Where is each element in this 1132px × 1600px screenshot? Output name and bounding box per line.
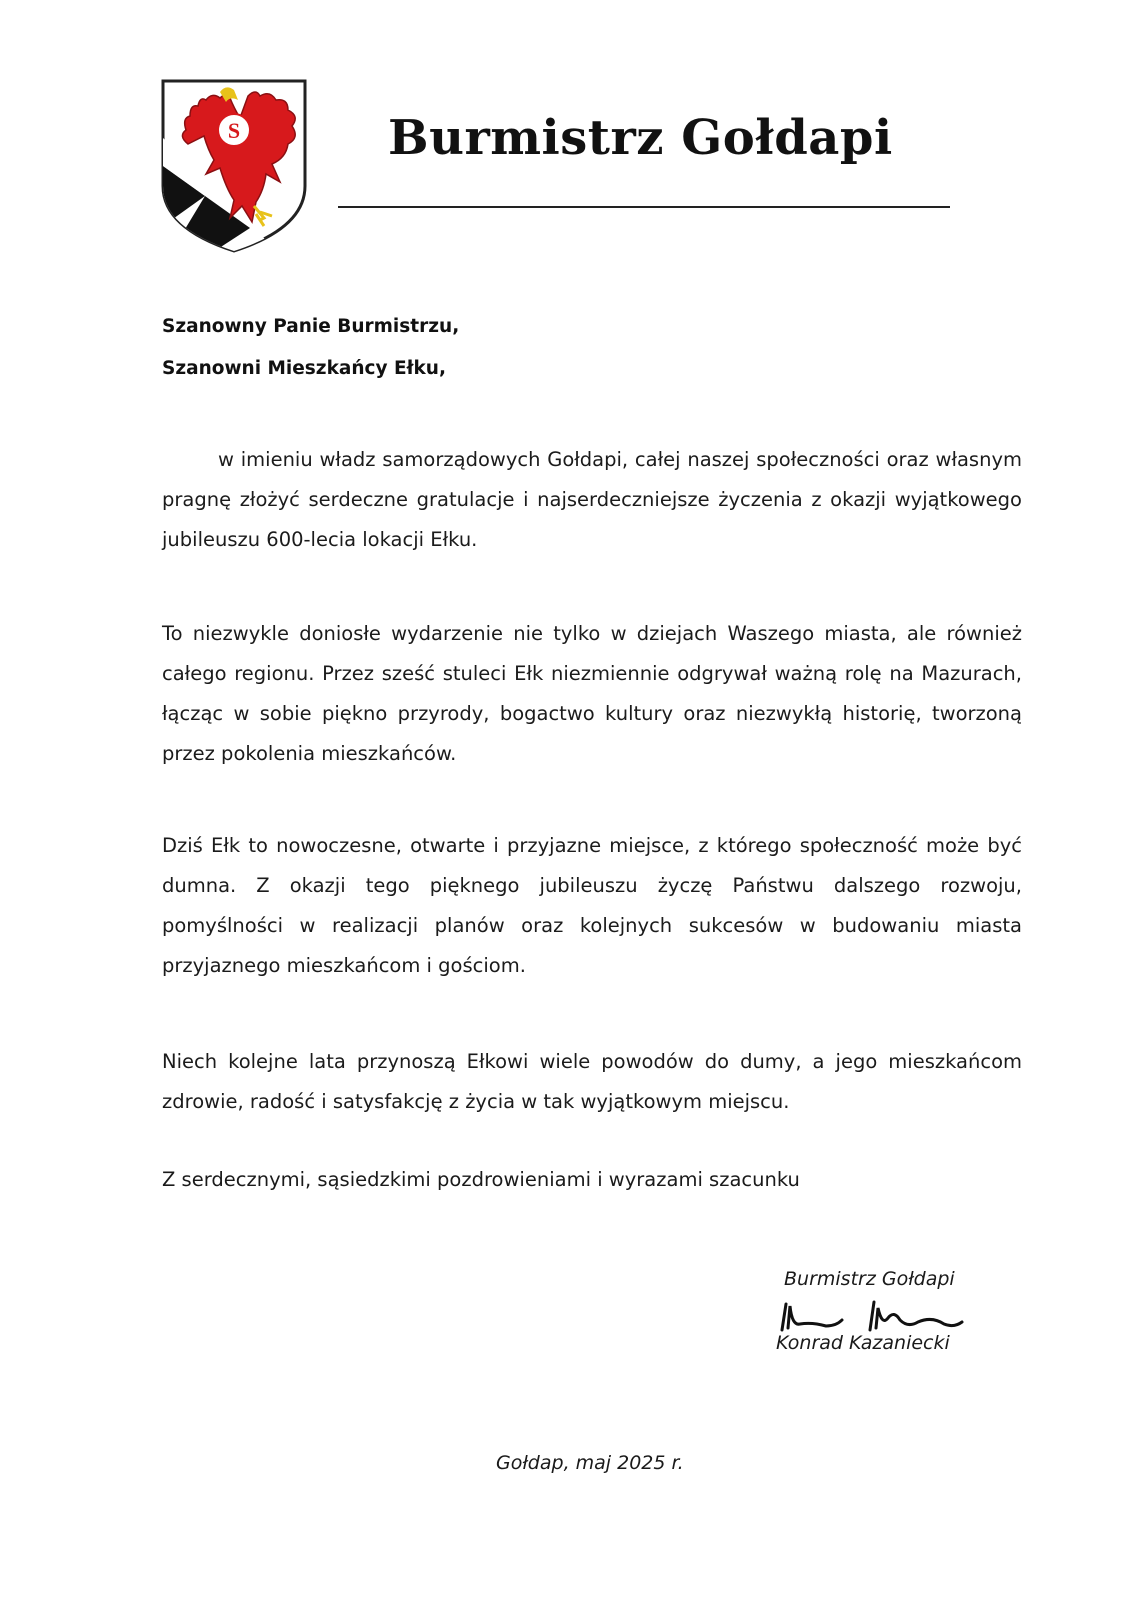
greeting-line-2: Szanowni Mieszkańcy Ełku,	[162, 358, 447, 379]
letterhead-title: Burmistrz Gołdapi	[388, 110, 893, 166]
greeting-line-1: Szanowny Panie Burmistrzu,	[162, 316, 460, 337]
place-and-date: Gołdap, maj 2025 r.	[496, 1452, 684, 1474]
handwritten-signature-icon	[778, 1296, 968, 1336]
title-divider	[338, 206, 950, 208]
body-paragraph-4: Niech kolejne lata przynoszą Ełkowi wiele powodów do dumy, a jego mieszkańcom zdrowie, radość i satysfakcję z życia w tak wyjątkowym miejscu.	[162, 1050, 1022, 1113]
signatory-name: Konrad Kazaniecki	[776, 1332, 950, 1354]
body-paragraph-3: Dziś Ełk to nowoczesne, otwarte i przyjazne miejsce, z którego społeczność może być dumna. Z okazji tego pięknego jubileuszu życzę Państwu dalszego rozwoju, pomyślności w realizacji planów oraz kolejnych sukcesów w budowaniu miasta przyjaznego mieszkańcom i gościom.	[162, 834, 1022, 977]
signatory-title: Burmistrz Gołdapi	[784, 1268, 955, 1290]
body-paragraph-1: w imieniu władz samorządowych Gołdapi, całej naszej społeczności oraz własnym pragnę złożyć serdeczne gratulacje i najserdeczniejsze życzenia z okazji wyjątkowego jubileuszu 600-lecia lokacji Ełku.	[162, 448, 1022, 551]
svg-text:S: S	[227, 118, 241, 143]
closing-line: Z serdecznymi, sąsiedzkimi pozdrowieniami i wyrazami szacunku	[162, 1168, 800, 1191]
coat-of-arms-eagle-icon	[160, 78, 308, 254]
body-paragraph-2: To niezwykle doniosłe wydarzenie nie tylko w dziejach Waszego miasta, ale również całego regionu. Przez sześć stuleci Ełk niezmiennie odgrywał ważną rolę na Mazurach, łącząc w sobie piękno przyrody, bogactwo kultury oraz niezwykłą historię, tworzoną przez pokolenia mieszkańców.	[162, 622, 1022, 765]
